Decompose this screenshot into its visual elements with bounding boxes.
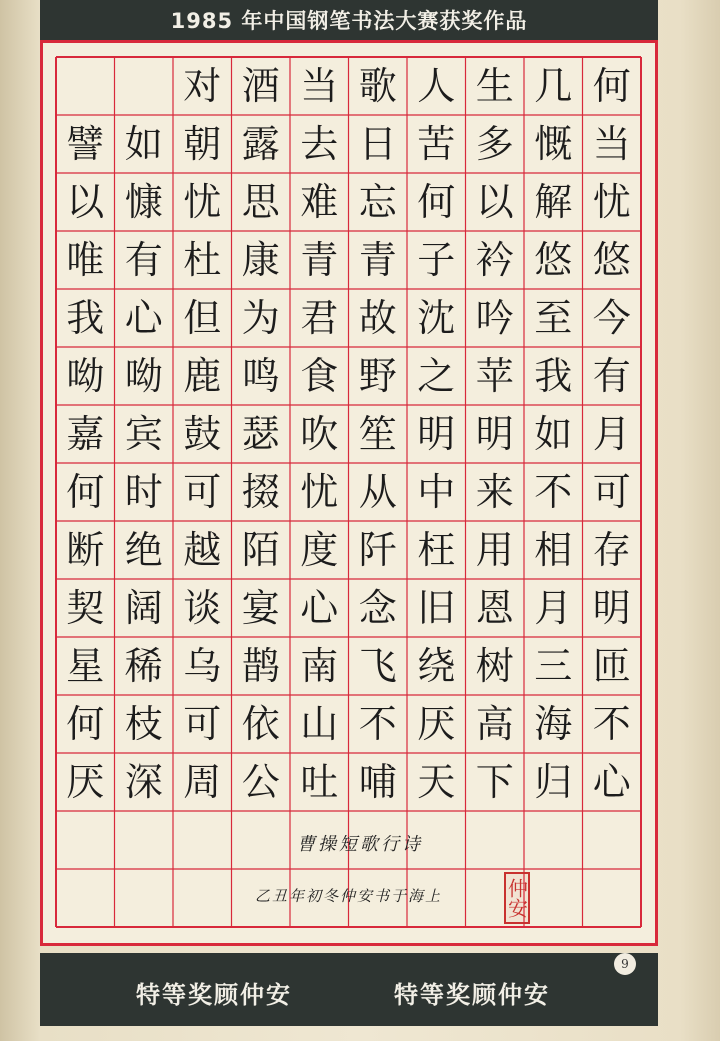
poem-character: 苦 (417, 122, 456, 166)
poem-character: 相 (534, 528, 573, 572)
poem-character: 酒 (241, 64, 280, 108)
poem-character: 以 (66, 180, 105, 224)
poem-character: 呦 (66, 354, 105, 398)
poem-character: 何 (417, 180, 456, 224)
poem-character: 来 (475, 470, 514, 514)
poem-character: 越 (183, 528, 222, 572)
poem-character: 苹 (475, 354, 514, 398)
poem-character: 心 (592, 760, 631, 804)
poem-character: 我 (66, 296, 105, 340)
poem-character: 宾 (124, 412, 163, 456)
poem-character: 之 (417, 354, 456, 398)
poem-character: 用 (475, 528, 514, 572)
poem-character: 月 (592, 412, 631, 456)
poem-character: 阔 (124, 586, 163, 630)
poem-character: 旧 (417, 586, 456, 630)
poem-character: 生 (475, 64, 514, 108)
poem-character: 吐 (300, 760, 339, 804)
poem-character: 当 (592, 122, 631, 166)
poem-character: 鹊 (241, 644, 280, 688)
poem-character: 恩 (475, 586, 514, 630)
poem-character: 可 (592, 470, 631, 514)
poem-character: 难 (300, 180, 339, 224)
poem-character: 慨 (534, 122, 573, 166)
poem-character: 中 (417, 470, 456, 514)
poem-character: 笙 (358, 412, 397, 456)
poem-character: 契 (66, 586, 105, 630)
poem-character: 青 (300, 238, 339, 282)
poem-character: 子 (417, 238, 456, 282)
poem-character: 飞 (358, 644, 397, 688)
poem-character: 悠 (534, 238, 573, 282)
poem-character: 归 (534, 760, 573, 804)
poem-character: 以 (475, 180, 514, 224)
poem-character: 康 (241, 238, 280, 282)
poem-character: 依 (241, 702, 280, 746)
poem-character: 可 (183, 470, 222, 514)
poem-character: 沈 (417, 296, 456, 340)
poem-character: 月 (534, 586, 573, 630)
poem-character: 三 (534, 644, 573, 688)
poem-character: 几 (534, 64, 573, 108)
poem-character: 譬 (66, 122, 105, 166)
poem-character: 鹿 (183, 354, 222, 398)
poem-character: 从 (358, 470, 397, 514)
poem-character: 心 (124, 296, 163, 340)
poem-character: 人 (417, 64, 456, 108)
footer-band (40, 953, 658, 1026)
poem-character: 海 (534, 702, 573, 746)
poem-character: 明 (417, 412, 456, 456)
poem-character: 衿 (475, 238, 514, 282)
poem-character: 对 (183, 64, 222, 108)
poem-character: 不 (534, 470, 573, 514)
poem-character: 故 (358, 296, 397, 340)
poem-character: 慷 (124, 180, 163, 224)
poem-character: 掇 (241, 470, 280, 514)
poem-character: 存 (592, 528, 631, 572)
poem-character: 吹 (300, 412, 339, 456)
header-band (40, 0, 658, 40)
poem-character: 不 (592, 702, 631, 746)
poem-character: 公 (241, 760, 280, 804)
poem-character: 明 (592, 586, 631, 630)
poem-character: 天 (417, 760, 456, 804)
poem-character: 谈 (183, 586, 222, 630)
poem-character: 枉 (417, 528, 456, 572)
poem-character: 稀 (124, 644, 163, 688)
poem-character: 鸣 (241, 354, 280, 398)
poem-character: 但 (183, 296, 222, 340)
poem-character: 何 (592, 64, 631, 108)
poem-character: 野 (358, 354, 397, 398)
poem-character: 忘 (358, 180, 397, 224)
poem-character: 厌 (66, 760, 105, 804)
poem-character: 星 (66, 644, 105, 688)
poem-character: 树 (475, 644, 514, 688)
poem-character: 鼓 (183, 412, 222, 456)
poem-character: 吟 (475, 296, 514, 340)
poem-character: 山 (300, 702, 339, 746)
poem-character: 南 (300, 644, 339, 688)
poem-character: 君 (300, 296, 339, 340)
poem-character: 断 (66, 528, 105, 572)
poem-character: 解 (534, 180, 573, 224)
poem-character: 去 (300, 122, 339, 166)
poem-character: 何 (66, 702, 105, 746)
poem-character: 当 (300, 64, 339, 108)
seal-stamp: 仲安 (504, 872, 530, 924)
poem-character: 宴 (241, 586, 280, 630)
poem-character: 念 (358, 586, 397, 630)
poem-character: 时 (124, 470, 163, 514)
poem-character: 有 (124, 238, 163, 282)
poem-character: 歌 (358, 64, 397, 108)
poem-character: 不 (358, 702, 397, 746)
poem-character: 日 (358, 122, 397, 166)
poem-character: 嘉 (66, 412, 105, 456)
poem-character: 杜 (183, 238, 222, 282)
poem-character: 食 (300, 354, 339, 398)
poem-character: 可 (183, 702, 222, 746)
poem-character: 唯 (66, 238, 105, 282)
poem-character: 忧 (183, 180, 222, 224)
award-label-right: 特等奖顾仲安 (394, 981, 550, 1009)
poem-character: 有 (592, 354, 631, 398)
poem-character: 朝 (183, 122, 222, 166)
poem-character: 为 (241, 296, 280, 340)
poem-character: 哺 (358, 760, 397, 804)
poem-character: 绕 (417, 644, 456, 688)
poem-character: 陌 (241, 528, 280, 572)
poem-character: 瑟 (241, 412, 280, 456)
poem-character: 如 (534, 412, 573, 456)
poem-character: 今 (592, 296, 631, 340)
poem-character: 露 (241, 122, 280, 166)
poem-character: 如 (124, 122, 163, 166)
poem-character: 忧 (592, 180, 631, 224)
poem-character: 高 (475, 702, 514, 746)
poem-character: 匝 (592, 644, 631, 688)
poem-character: 下 (475, 760, 514, 804)
calligraphy-sheet (40, 40, 658, 946)
header-title: 1985 年中国钢笔书法大赛获奖作品 (170, 9, 528, 33)
poem-character: 心 (300, 586, 339, 630)
poem-character: 多 (475, 122, 514, 166)
poem-character: 悠 (592, 238, 631, 282)
poem-character: 明 (475, 412, 514, 456)
poem-title: 曹操短歌行诗 (297, 834, 423, 855)
page-number: 9 (614, 953, 636, 975)
poem-character: 周 (183, 760, 222, 804)
poem-character: 我 (534, 354, 573, 398)
poem-character: 厌 (417, 702, 456, 746)
poem-character: 至 (534, 296, 573, 340)
poem-character: 枝 (124, 702, 163, 746)
award-label-left: 特等奖顾仲安 (136, 981, 292, 1009)
poem-character: 乌 (183, 644, 222, 688)
poem-character: 深 (124, 760, 163, 804)
poem-character: 度 (300, 528, 339, 572)
poem-character: 忧 (300, 470, 339, 514)
poem-character: 思 (241, 180, 280, 224)
poem-character: 绝 (124, 528, 163, 572)
poem-character: 何 (66, 470, 105, 514)
poem-character: 阡 (358, 528, 397, 572)
poem-character: 呦 (124, 354, 163, 398)
signature: 乙丑年初冬仲安书于海上 (255, 887, 443, 905)
poem-character: 青 (358, 238, 397, 282)
